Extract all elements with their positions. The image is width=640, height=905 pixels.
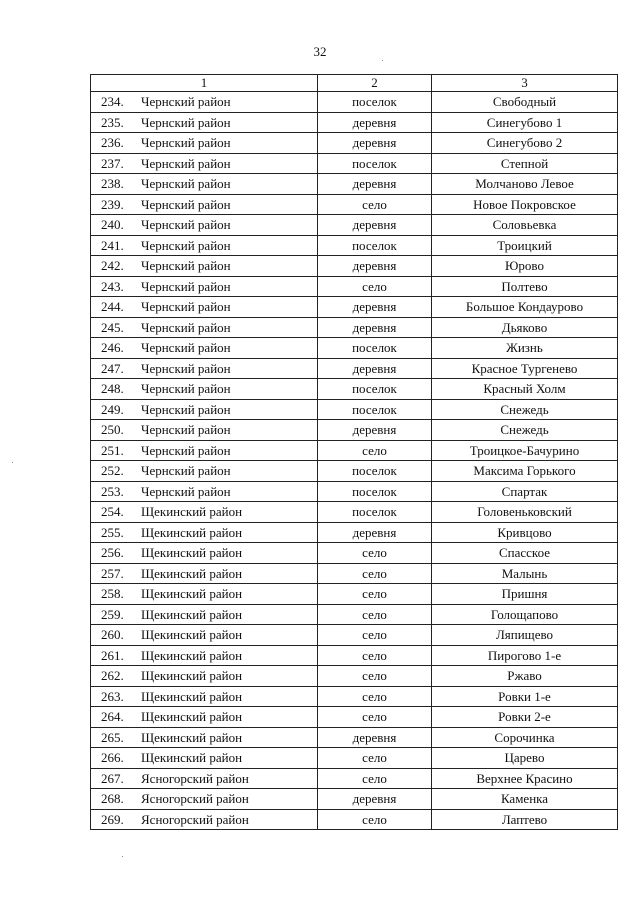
district-name: Чернский район xyxy=(141,381,231,397)
table-row xyxy=(91,399,618,420)
district-cell xyxy=(91,461,318,482)
district-cell xyxy=(91,235,318,256)
district-name: Чернский район xyxy=(141,94,231,110)
settlement-name-cell: Лаптево xyxy=(432,809,618,830)
settlement-name-cell: Свободный xyxy=(432,92,618,113)
table-row xyxy=(91,153,618,174)
row-number: 249. xyxy=(101,401,124,417)
row-number: 235. xyxy=(101,114,124,130)
table-row xyxy=(91,481,618,502)
district-cell xyxy=(91,748,318,769)
settlement-type-cell: село xyxy=(318,686,432,707)
row-number: 246. xyxy=(101,340,124,356)
settlement-name-cell: Степной xyxy=(432,153,618,174)
settlement-name-cell: Ляпищево xyxy=(432,625,618,646)
district-cell xyxy=(91,502,318,523)
table-row xyxy=(91,686,618,707)
district-name: Чернский район xyxy=(141,442,231,458)
row-number: 257. xyxy=(101,565,124,581)
row-number: 234. xyxy=(101,94,124,110)
row-number: 253. xyxy=(101,483,124,499)
settlement-type-cell: село xyxy=(318,748,432,769)
settlement-type-cell: поселок xyxy=(318,399,432,420)
settlement-name-cell: Каменка xyxy=(432,789,618,810)
row-number: 247. xyxy=(101,360,124,376)
district-name: Чернский район xyxy=(141,319,231,335)
district-name: Щекинский район xyxy=(141,709,243,725)
table-row xyxy=(91,338,618,359)
district-name: Щекинский район xyxy=(141,688,243,704)
district-name: Чернский район xyxy=(141,176,231,192)
settlement-type-cell: деревня xyxy=(318,522,432,543)
settlement-name-cell: Малынь xyxy=(432,563,618,584)
district-cell xyxy=(91,174,318,195)
row-number: 236. xyxy=(101,135,124,151)
settlement-type-cell: поселок xyxy=(318,153,432,174)
column-header-1: 1 xyxy=(91,75,318,92)
settlement-name-cell: Ржаво xyxy=(432,666,618,687)
row-number: 242. xyxy=(101,258,124,274)
settlement-type-cell: село xyxy=(318,543,432,564)
row-number: 264. xyxy=(101,709,124,725)
row-number: 262. xyxy=(101,668,124,684)
settlement-name-cell: Синегубово 1 xyxy=(432,112,618,133)
district-name: Ясногорский район xyxy=(141,791,249,807)
district-name: Чернский район xyxy=(141,114,231,130)
district-cell xyxy=(91,543,318,564)
row-number: 254. xyxy=(101,504,124,520)
district-name: Щекинский район xyxy=(141,586,243,602)
table-row xyxy=(91,112,618,133)
settlement-type-cell: деревня xyxy=(318,420,432,441)
district-cell xyxy=(91,645,318,666)
scan-speck xyxy=(12,462,13,463)
settlement-type-cell: поселок xyxy=(318,235,432,256)
district-name: Чернский район xyxy=(141,217,231,233)
settlement-type-cell: деревня xyxy=(318,174,432,195)
settlement-type-cell: село xyxy=(318,563,432,584)
district-cell xyxy=(91,604,318,625)
settlement-name-cell: Пирогово 1-е xyxy=(432,645,618,666)
settlement-type-cell: поселок xyxy=(318,338,432,359)
row-number: 238. xyxy=(101,176,124,192)
district-name: Ясногорский район xyxy=(141,811,249,827)
district-cell xyxy=(91,276,318,297)
settlement-name-cell: Полтево xyxy=(432,276,618,297)
settlement-name-cell: Сорочинка xyxy=(432,727,618,748)
district-cell xyxy=(91,194,318,215)
table-row xyxy=(91,133,618,154)
table-row xyxy=(91,522,618,543)
district-cell xyxy=(91,563,318,584)
table-row xyxy=(91,789,618,810)
district-cell xyxy=(91,522,318,543)
district-name: Чернский район xyxy=(141,463,231,479)
settlement-name-cell: Красное Тургенево xyxy=(432,358,618,379)
district-cell xyxy=(91,809,318,830)
district-name: Чернский район xyxy=(141,422,231,438)
district-cell xyxy=(91,686,318,707)
settlement-type-cell: поселок xyxy=(318,379,432,400)
district-cell xyxy=(91,768,318,789)
district-cell xyxy=(91,379,318,400)
settlement-name-cell: Троицкое-Бачурино xyxy=(432,440,618,461)
table-row xyxy=(91,748,618,769)
table-row xyxy=(91,317,618,338)
table-row xyxy=(91,92,618,113)
settlement-type-cell: село xyxy=(318,194,432,215)
table-row xyxy=(91,727,618,748)
table-row xyxy=(91,215,618,236)
column-header-2: 2 xyxy=(318,75,432,92)
row-number: 240. xyxy=(101,217,124,233)
table-row xyxy=(91,625,618,646)
district-name: Щекинский район xyxy=(141,524,243,540)
scan-speck xyxy=(122,856,123,857)
district-name: Щекинский район xyxy=(141,729,243,745)
district-cell xyxy=(91,666,318,687)
row-number: 239. xyxy=(101,196,124,212)
district-cell xyxy=(91,338,318,359)
district-cell xyxy=(91,420,318,441)
district-name: Чернский район xyxy=(141,401,231,417)
settlement-name-cell: Синегубово 2 xyxy=(432,133,618,154)
row-number: 244. xyxy=(101,299,124,315)
settlement-type-cell: село xyxy=(318,625,432,646)
table-row xyxy=(91,543,618,564)
district-name: Чернский район xyxy=(141,135,231,151)
settlement-name-cell: Жизнь xyxy=(432,338,618,359)
settlement-name-cell: Троицкий xyxy=(432,235,618,256)
settlement-type-cell: деревня xyxy=(318,297,432,318)
district-name: Чернский район xyxy=(141,258,231,274)
table-row xyxy=(91,645,618,666)
table-row xyxy=(91,666,618,687)
settlement-name-cell: Ровки 1-е xyxy=(432,686,618,707)
district-name: Чернский район xyxy=(141,483,231,499)
row-number: 267. xyxy=(101,770,124,786)
district-cell xyxy=(91,789,318,810)
row-number: 243. xyxy=(101,278,124,294)
row-number: 241. xyxy=(101,237,124,253)
table-row xyxy=(91,276,618,297)
settlement-name-cell: Дьяково xyxy=(432,317,618,338)
district-cell xyxy=(91,625,318,646)
table-row xyxy=(91,358,618,379)
district-cell xyxy=(91,481,318,502)
district-name: Чернский район xyxy=(141,278,231,294)
settlement-name-cell: Красный Холм xyxy=(432,379,618,400)
settlement-type-cell: село xyxy=(318,276,432,297)
table-row xyxy=(91,297,618,318)
table-row xyxy=(91,256,618,277)
settlement-type-cell: деревня xyxy=(318,727,432,748)
settlement-type-cell: село xyxy=(318,645,432,666)
row-number: 252. xyxy=(101,463,124,479)
district-name: Чернский район xyxy=(141,196,231,212)
settlement-name-cell: Спартак xyxy=(432,481,618,502)
settlement-name-cell: Новое Покровское xyxy=(432,194,618,215)
district-cell xyxy=(91,215,318,236)
settlement-type-cell: село xyxy=(318,666,432,687)
settlement-type-cell: деревня xyxy=(318,256,432,277)
row-number: 260. xyxy=(101,627,124,643)
district-name: Чернский район xyxy=(141,360,231,376)
settlement-name-cell: Снежедь xyxy=(432,399,618,420)
settlement-type-cell: село xyxy=(318,768,432,789)
table-row xyxy=(91,584,618,605)
settlement-name-cell: Царево xyxy=(432,748,618,769)
page-number: 32 xyxy=(313,44,327,59)
settlement-type-cell: поселок xyxy=(318,461,432,482)
district-cell xyxy=(91,112,318,133)
settlement-name-cell: Соловьевка xyxy=(432,215,618,236)
table-row xyxy=(91,379,618,400)
settlement-name-cell: Головеньковский xyxy=(432,502,618,523)
settlement-type-cell: деревня xyxy=(318,215,432,236)
row-number: 268. xyxy=(101,791,124,807)
district-name: Чернский район xyxy=(141,299,231,315)
row-number: 266. xyxy=(101,750,124,766)
settlement-type-cell: деревня xyxy=(318,133,432,154)
district-cell xyxy=(91,92,318,113)
table-row xyxy=(91,174,618,195)
table-row xyxy=(91,461,618,482)
row-number: 248. xyxy=(101,381,124,397)
table-row xyxy=(91,440,618,461)
row-number: 263. xyxy=(101,688,124,704)
settlement-type-cell: село xyxy=(318,584,432,605)
district-name: Щекинский район xyxy=(141,647,243,663)
table-row xyxy=(91,768,618,789)
table-row xyxy=(91,502,618,523)
district-cell xyxy=(91,297,318,318)
district-name: Чернский район xyxy=(141,340,231,356)
table-row xyxy=(91,604,618,625)
row-number: 251. xyxy=(101,442,124,458)
row-number: 245. xyxy=(101,319,124,335)
settlement-name-cell: Пришня xyxy=(432,584,618,605)
row-number: 258. xyxy=(101,586,124,602)
settlement-name-cell: Максима Горького xyxy=(432,461,618,482)
settlement-type-cell: поселок xyxy=(318,502,432,523)
settlement-name-cell: Ровки 2-е xyxy=(432,707,618,728)
row-number: 269. xyxy=(101,811,124,827)
settlement-type-cell: село xyxy=(318,604,432,625)
table-row xyxy=(91,809,618,830)
settlement-type-cell: село xyxy=(318,809,432,830)
table-body xyxy=(91,92,618,830)
district-name: Ясногорский район xyxy=(141,770,249,786)
district-name: Щекинский район xyxy=(141,504,243,520)
table-row xyxy=(91,563,618,584)
settlement-name-cell: Кривцово xyxy=(432,522,618,543)
settlement-name-cell: Юрово xyxy=(432,256,618,277)
table-row xyxy=(91,420,618,441)
row-number: 259. xyxy=(101,606,124,622)
settlement-name-cell: Голощапово xyxy=(432,604,618,625)
table-row xyxy=(91,235,618,256)
district-name: Щекинский район xyxy=(141,750,243,766)
column-header-3: 3 xyxy=(432,75,618,92)
district-cell xyxy=(91,256,318,277)
row-number: 261. xyxy=(101,647,124,663)
table-row xyxy=(91,194,618,215)
district-name: Щекинский район xyxy=(141,668,243,684)
district-cell xyxy=(91,707,318,728)
settlement-type-cell: деревня xyxy=(318,112,432,133)
district-cell xyxy=(91,133,318,154)
district-name: Щекинский район xyxy=(141,565,243,581)
district-name: Щекинский район xyxy=(141,627,243,643)
district-cell xyxy=(91,399,318,420)
table-header-row xyxy=(91,75,618,92)
district-cell xyxy=(91,440,318,461)
district-name: Щекинский район xyxy=(141,606,243,622)
table-row xyxy=(91,707,618,728)
scan-speck xyxy=(382,60,383,61)
district-cell xyxy=(91,153,318,174)
district-cell xyxy=(91,727,318,748)
district-cell xyxy=(91,358,318,379)
settlement-type-cell: деревня xyxy=(318,317,432,338)
settlement-type-cell: деревня xyxy=(318,358,432,379)
settlement-name-cell: Верхнее Красино xyxy=(432,768,618,789)
settlement-type-cell: село xyxy=(318,440,432,461)
settlement-name-cell: Снежедь xyxy=(432,420,618,441)
settlement-name-cell: Молчаново Левое xyxy=(432,174,618,195)
district-cell xyxy=(91,317,318,338)
settlements-table xyxy=(90,74,618,830)
row-number: 256. xyxy=(101,545,124,561)
settlement-type-cell: деревня xyxy=(318,789,432,810)
district-cell xyxy=(91,584,318,605)
row-number: 255. xyxy=(101,524,124,540)
settlement-type-cell: поселок xyxy=(318,92,432,113)
district-name: Щекинский район xyxy=(141,545,243,561)
settlement-type-cell: село xyxy=(318,707,432,728)
district-name: Чернский район xyxy=(141,155,231,171)
row-number: 250. xyxy=(101,422,124,438)
district-name: Чернский район xyxy=(141,237,231,253)
settlement-name-cell: Большое Кондаурово xyxy=(432,297,618,318)
row-number: 265. xyxy=(101,729,124,745)
settlement-name-cell: Спасское xyxy=(432,543,618,564)
settlement-type-cell: поселок xyxy=(318,481,432,502)
row-number: 237. xyxy=(101,155,124,171)
